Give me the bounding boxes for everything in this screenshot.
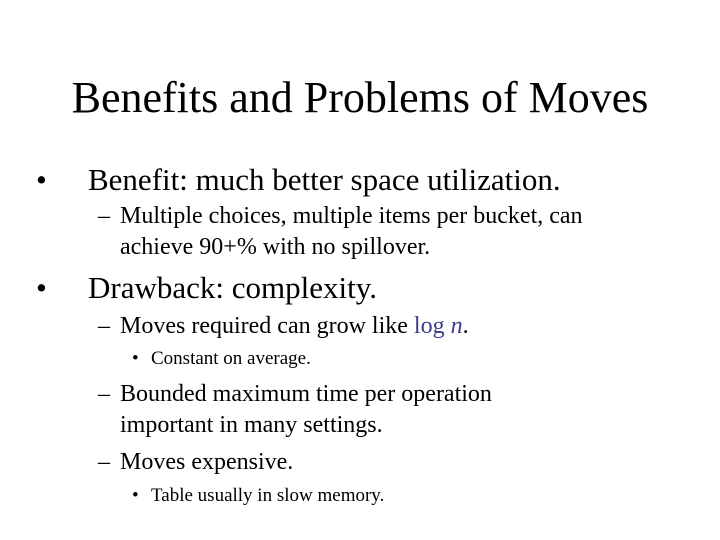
bullet-mark: • — [132, 485, 139, 506]
slide-title: Benefits and Problems of Moves — [71, 73, 649, 122]
sub-bullet-text-line1: Multiple choices, multiple items per bucket, can — [120, 203, 583, 229]
text-post: . — [462, 313, 469, 339]
sub-bullet-text-line1: Bounded maximum time per operation — [120, 381, 492, 407]
dash-mark: – — [98, 381, 110, 407]
sub-bullet-text-line2: important in many settings. — [120, 412, 383, 438]
log-term: log — [413, 313, 451, 339]
bullet-mark: • — [36, 162, 47, 197]
bullet-text: Drawback: complexity. — [88, 270, 377, 305]
bullet-text: Benefit: much better space utilization. — [88, 162, 561, 197]
sub-bullet-text-line2: achieve 90+% with no spillover. — [120, 234, 431, 260]
n-variable: n — [450, 313, 463, 339]
bullet-mark: • — [36, 270, 47, 305]
dash-mark: – — [98, 313, 110, 339]
sub-bullet-text — [120, 312, 469, 341]
sub-sub-bullet-text: Constant on average. — [151, 348, 311, 369]
sub-sub-bullet-text: Table usually in slow memory. — [151, 485, 385, 506]
text-pre: Moves required can grow like — [120, 313, 414, 339]
bullet-mark: • — [132, 348, 139, 369]
dash-mark: – — [98, 203, 110, 229]
dash-mark: – — [98, 449, 110, 475]
sub-bullet-text: Moves expensive. — [120, 449, 294, 475]
